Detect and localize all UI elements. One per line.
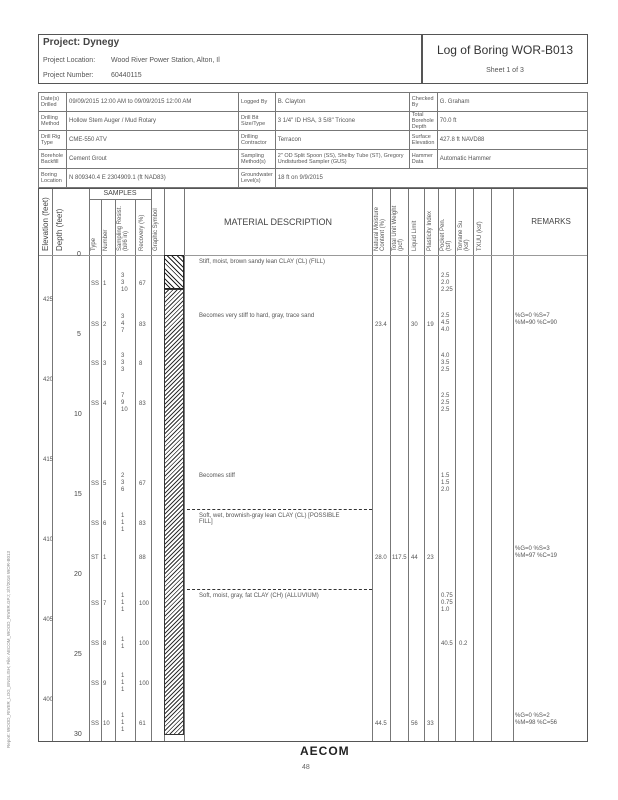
project-header — [38, 34, 422, 84]
log-title: Log of Boring WOR-B013 — [436, 43, 574, 57]
elevation-tick: 420 — [43, 377, 54, 383]
plasticity-index: 33 — [427, 721, 434, 727]
remarks-header: REMARKS — [531, 217, 571, 226]
aecom-logo: AECOM — [300, 744, 350, 758]
sample-type: SS — [91, 601, 100, 607]
depth-tick: 10 — [74, 411, 82, 418]
liquid-limit: 30 — [411, 322, 418, 328]
sample-number: 4 — [103, 401, 107, 407]
logged-label: Logged By — [239, 93, 276, 112]
moisture-content: 28.0 — [375, 555, 387, 561]
remarks-value: %G=0 %S=3 %M=97 %C=19 — [515, 546, 558, 559]
project-location-value: Wood River Power Station, Alton, Il — [111, 57, 220, 64]
elevation-tick: 405 — [43, 617, 54, 623]
recovery-header: Recovery (%) — [139, 214, 145, 251]
sample-number: 2 — [103, 322, 107, 328]
contractor-label: Drilling Contractor — [239, 131, 276, 150]
sample-number: 9 — [103, 681, 107, 687]
sample-type: SS — [91, 481, 100, 487]
pocket-pen-values: 2.5 4.5 4.0 — [441, 313, 450, 333]
moisture-header: Natural Moisture Content (%) — [374, 206, 386, 251]
number-header: Number — [103, 229, 109, 251]
sample-blows: 3 3 3 — [121, 353, 125, 373]
graphic-symbol-fill — [164, 255, 184, 289]
backfill-label: Borehole Backfill — [39, 150, 67, 169]
sample-recovery: 83 — [139, 521, 146, 527]
unit-weight-header: Total Unit Weight (pcf) — [392, 205, 404, 251]
sample-number: 1 — [103, 281, 107, 287]
hammer-label: Hammer Data — [409, 150, 437, 169]
sampling-label: Sampling Method(s) — [239, 150, 276, 169]
sample-number: 3 — [103, 361, 107, 367]
sampling-value: 2" OD Split Spoon (SS), Shelby Tube (ST), Gregory Undisturbed Sampler (GUS) — [275, 150, 409, 169]
material-description: Becomes stiff — [199, 473, 235, 479]
sample-blows: 1 1 1 — [121, 713, 125, 733]
sample-blows: 1 1 — [121, 637, 125, 650]
page-number: 48 — [302, 764, 310, 771]
type-header: Type — [91, 237, 97, 251]
sample-number: 7 — [103, 601, 107, 607]
log-title-box — [422, 34, 588, 84]
samples-header: SAMPLES — [103, 190, 137, 197]
sample-type: SS — [91, 721, 100, 727]
graphic-header: Graphic Symbol — [153, 208, 159, 251]
elevation-tick: 425 — [43, 297, 54, 303]
bit-value: 3 1/4" ID HSA, 3 5/8" Tricone — [275, 112, 409, 131]
elevation-header: Elevation (feet) — [41, 197, 50, 251]
pocket-pen-header: Pocket Pen. (tsf) — [440, 218, 452, 251]
material-description: Becomes very stiff to hard, gray, trace sand — [199, 313, 315, 319]
boring-info-table — [38, 92, 588, 188]
contractor-value: Terracon — [275, 131, 409, 150]
depth-tick: 25 — [74, 651, 82, 658]
groundwater-label: Groundwater Level(s) — [239, 169, 276, 188]
sample-number: 5 — [103, 481, 107, 487]
sample-blows: 2 3 6 — [121, 473, 125, 493]
elevation-label: Surface Elevation — [409, 131, 437, 150]
torvane-value: 0.2 — [459, 641, 468, 647]
plasticity-index: 19 — [427, 322, 434, 328]
checked-label: Checked By — [409, 93, 437, 112]
moisture-content: 40.5 — [441, 641, 453, 647]
sample-blows: 7 9 10 — [121, 393, 128, 413]
sample-recovery: 83 — [139, 401, 146, 407]
elevation-value: 427.8 ft NAVD88 — [437, 131, 587, 150]
material-description: Soft, wet, brownish-gray lean CLAY (CL) [POSSIBLE FILL] — [199, 513, 340, 525]
sample-number: 1 — [103, 555, 107, 561]
material-header: MATERIAL DESCRIPTION — [223, 217, 332, 227]
sample-recovery: 83 — [139, 322, 146, 328]
depth-value: 70.0 ft — [437, 112, 587, 131]
liquid-limit-header: Liquid Limit — [412, 220, 418, 251]
sample-blows: 1 1 1 — [121, 593, 125, 613]
sample-recovery: 100 — [139, 641, 150, 647]
project-number-label: Project Number: — [43, 72, 94, 79]
boring-location-label: Boring Location — [39, 169, 67, 188]
hammer-value: Automatic Hammer — [437, 150, 587, 169]
date-value: 09/09/2015 12:00 AM to 09/09/2015 12:00 AM — [67, 93, 239, 112]
checked-value: G. Graham — [437, 93, 587, 112]
depth-tick: 15 — [74, 491, 82, 498]
sample-blows: 1 1 1 — [121, 513, 125, 533]
depth-tick: 0 — [77, 251, 81, 258]
graphic-symbol-clay — [164, 289, 184, 735]
sample-type: ST — [91, 555, 99, 561]
backfill-value: Cement Grout — [67, 150, 239, 169]
logged-value: B. Clayton — [275, 93, 409, 112]
rig-value: CME-550 ATV — [67, 131, 239, 150]
liquid-limit: 56 — [411, 721, 418, 727]
sample-blows: 3 4 7 — [121, 314, 125, 334]
material-description: Stiff, moist, brown sandy lean CLAY (CL) (FILL) — [199, 259, 326, 265]
sample-recovery: 100 — [139, 601, 150, 607]
method-label: Drilling Method — [39, 112, 67, 131]
depth-tick: 20 — [74, 571, 82, 578]
sample-blows: 3 3 10 — [121, 273, 128, 293]
sample-type: SS — [91, 641, 100, 647]
txuu-header: TXUU (ksf) — [477, 221, 483, 251]
sample-type: SS — [91, 361, 100, 367]
moisture-content: 23.4 — [375, 322, 387, 328]
sample-recovery: 88 — [139, 555, 146, 561]
sample-recovery: 67 — [139, 481, 146, 487]
depth-tick: 30 — [74, 731, 82, 738]
date-label: Date(s) Drilled — [39, 93, 67, 112]
sample-number: 10 — [103, 721, 110, 727]
sample-blows: 1 1 1 — [121, 673, 125, 693]
pocket-pen-values: 2.5 2.5 2.5 — [441, 393, 450, 413]
sample-number: 8 — [103, 641, 107, 647]
unit-weight: 117.5 — [392, 555, 407, 561]
pocket-pen-values: 1.5 1.5 2.0 — [441, 473, 450, 493]
depth-header: Depth (feet) — [55, 208, 64, 251]
remarks-value: %G=0 %S=7 %M=90 %C=90 — [515, 313, 558, 326]
depth-label: Total Borehole Depth — [409, 112, 437, 131]
resistance-header: Sampling Resist. (bl/6 in) — [117, 205, 129, 251]
sample-type: SS — [91, 401, 100, 407]
material-description: Soft, moist, gray, fat CLAY (CH) (ALLUVIUM) — [199, 593, 319, 599]
boring-log-grid — [38, 188, 588, 742]
method-value: Hollow Stem Auger / Mud Rotary — [67, 112, 239, 131]
plasticity-header: Plasticity Index — [427, 210, 433, 251]
moisture-content: 44.5 — [375, 721, 387, 727]
plasticity-index: 23 — [427, 555, 434, 561]
elevation-tick: 415 — [43, 457, 54, 463]
liquid-limit: 44 — [411, 555, 418, 561]
torvane-header: Torvane Su (ksf) — [458, 220, 470, 251]
sample-type: SS — [91, 281, 100, 287]
project-title: Project: Dynegy — [43, 37, 120, 48]
sheet-number: Sheet 1 of 3 — [486, 67, 524, 74]
project-location-label: Project Location: — [43, 57, 96, 64]
sample-number: 6 — [103, 521, 107, 527]
report-side-text: Report: WOOD_RIVER_LOG_ENGLISH; File: AECOM_WOOD_RIVER.GPJ; 3/7/2016 WOR-B013 — [6, 550, 11, 748]
pocket-pen-values: 0.75 0.75 1.0 — [441, 593, 453, 613]
groundwater-value: 18 ft on 9/9/2015 — [275, 169, 587, 188]
project-number-value: 60440115 — [111, 72, 142, 79]
sample-recovery: 61 — [139, 721, 146, 727]
pocket-pen-values: 2.5 2.0 2.25 — [441, 273, 453, 293]
sample-type: SS — [91, 322, 100, 328]
pocket-pen-values: 4.0 3.5 2.5 — [441, 353, 450, 373]
elevation-tick: 400 — [43, 697, 54, 703]
bit-label: Drill Bit Size/Type — [239, 112, 276, 131]
remarks-value: %G=0 %S=2 %M=98 %C=56 — [515, 713, 558, 726]
rig-label: Drill Rig Type — [39, 131, 67, 150]
sample-recovery: 100 — [139, 681, 150, 687]
sample-recovery: 8 — [139, 361, 143, 367]
sample-type: SS — [91, 521, 100, 527]
sample-type: SS — [91, 681, 100, 687]
sample-recovery: 67 — [139, 281, 146, 287]
boring-location-value: N 809340.4 E 2304909.1 (ft NAD83) — [67, 169, 239, 188]
elevation-tick: 410 — [43, 537, 54, 543]
depth-tick: 5 — [77, 331, 81, 338]
